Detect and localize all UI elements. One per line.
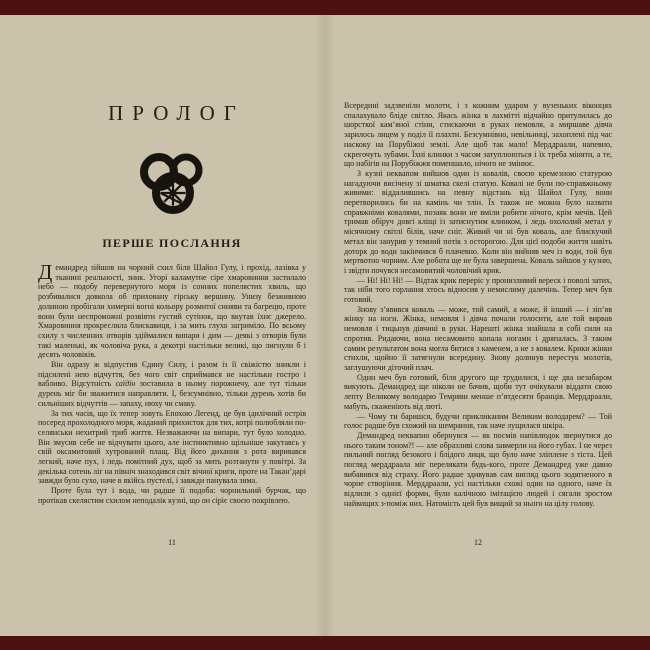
top-bar: [0, 0, 650, 15]
bottom-bar: [0, 636, 650, 650]
section-title: ПЕРШЕ ПОСЛАННЯ: [102, 236, 242, 250]
paragraph: — Чому ти баришся, будучи прикликаним Великим володарем? — Той голос радше був схожий на шемрання, так наче лущилася шкіра.: [344, 411, 612, 431]
left-page-body: [38, 260, 306, 506]
paragraph: Проте була тут і вода, чи радше її подоба: чорнильний бурчак, що протікав скелястим схилом неподалік кузні, що он сіріє своєю покрівлею.: [38, 486, 306, 505]
wheel-and-rings-emblem-icon: [136, 150, 208, 216]
drop-cap: Д: [38, 260, 53, 284]
right-page[interactable]: [344, 15, 612, 636]
paragraph: Він одразу ж відпустив Єдину Силу, і разом із її свіжістю зникли і підсилені нею відчуття, без чого світ сприймався не настільки гостро і вабливо. Відсутність саїдін зоставила в ньому порожнечу, але тут тільки дурень міг би зважитися направляти. І, безсумнівно, тільки дурень хотів би сильніших відчуттів — запаху, нюху чи смаку.: [38, 360, 306, 408]
paragraph: За тих часів, що їх тепер зовуть Епохою Легенд, це був ідилічний острів посеред прохолодного моря, жаданий прихисток для тих, котрі полюбляли по-селянськи нехитрий триб життя. Незважаючи на випари, тут було холодно. Він змусив себе не відчувати цього, але інстинктивно щільніше закутавсь у свій оксамитовий хутрований плащ. Від його дихання з рота виривався легкий, наче пух, і ледь помітний дух, щоб за мить розтанути у повітрі. За декілька сотень ліг на північ знаходився світ вічної криги, проте на Такан’дарі завжди було сухо, наче в якійсь пустелі, і завжди панувала зима.: [38, 408, 306, 486]
paragraph: — Ні! Ні! Ні! — Відтак крик переріс у пронизливий вереск і поволі затих, так ніби того горлання хтось відносив у немислиму далечінь. Тепер меч був готовий.: [344, 275, 612, 305]
paragraph: Демандред неквапно обернувся — як посмів напівлюдок звернутися до нього таким тоном?! — але образливі слова завмерли на його губах. І не через пильний погляд безокого і блідого лиця, що було наче зліплене з тіста. Цей погляд мерддраала міг перелякати будь-кого, проте Демандред уже давно вибавився від страху. Його радше здивував сам вигляд цього зодягненого в чорне створіння. Мерддраали, усі настільки схожі один на одного, наче їх відлили з однієї форми, були калічною імітацією людей і сягали зростом найвищих з-поміж них. Натомість цей був вищий за нього на цілу голову.: [344, 430, 612, 508]
chapter-title: ПРОЛОГ: [108, 101, 245, 125]
paragraph: Знову з’явився коваль — може, той самий, а може, й інший — і зіп’яв жінку на ноги. Жінка, немовля і дівча почали голосити, але той вирвав немовля і тицьнув дівчині в руки. Нарешті жінка знайшла в собі сили на спротив. Ридаючи, вона несамовито копала ногами і дряпалась. З таким самим результатом вона могла битися з каменем, а не з ковалем. Крики жінки стихли, щойно її затягнули всередину. Знову долинув перестук молотів, заглушуючи діточий плач.: [344, 304, 612, 372]
left-page[interactable]: [38, 15, 306, 636]
page-gutter: [315, 15, 335, 636]
page-number-right: 12: [474, 538, 482, 547]
right-page-body: [344, 101, 612, 509]
paragraph: Демандред зійшов на чорний схил біля Шайол Гулу, і прохід, лазівка у тканині реальності, зник. Угорі каламутне сіре хмаровиння застилало небо — подобу перевернутого моря із сонних попелястих хвиль, що розбивалися довкола об приховану гірську вершину. Унизу безживною долиною пробігали химерні вогні кольору розмитої синяви та багрецю, проте вони були неспроможні розвіяти густий сутінок, що вкутав їхнє джерело. Хмаровиння прокреслила блискавиця, і за мить глухо загриміло. По всьому схилу з численних отворів здіймалися випари і дим — деякі з отворів були такі маленькі, як чоловіча рука, а декотрі настільки великі, що лигнули б і десять чоловіків.: [38, 260, 306, 360]
italic-term: саїдін: [115, 379, 136, 389]
paragraph: Всередині задзвеніли молоти, і з кожним ударом у вузеньких віконцях спалахувало бліде світло. Якась жінка в лахмітті відчайно притулилась до шорсткої кам’яної стіни, стискаючи в руках немовля, а миршаве дівча зарилось лицем у поділ її плахти. Безсумнівно, невільниці, захоплені під час наскоку на Порубіжні землі. Але щоб так мало! Мерддраали, напевно, скрегочуть зубами. Їхні клинки з часом затуплюються і їх треба міняти, а те, що набігів на Порубіжжя поменшало, нічого не змінює.: [344, 101, 612, 169]
page-number-left: 11: [168, 538, 176, 547]
paragraph: З кузні неквапом вийшов один із ковалів, своєю кремезною статурою нагадуючи висічену зі шматка скелі статую. Ковалі не були по-справжньому живими: віддалившись на певну відстань від Шайол Гулу, вони перетворились би на камінь чи тлін. Їх також не можна було назвати справжніми ковалями, позаяк вони не вміли робити нічого, крім мечів. Цей тримав обіруч довгі кліщі із затиснутим клинком, і ледь охололий метал у місячному світлі білів, наче сніг. Живий чи ні був коваль, але блискучий метал він занурив у темний потік з осторогою. Для цієї подоби життя навіть доторк до води закінчився б плачевно. Коли він вийняв меч із води, той був мертвотно чорним. Але робота ще не була завершена. Коваль зайшов у кузню, і звідти почувся несамовитий чоловічий крик.: [344, 168, 612, 275]
paragraph: Один меч був готовий, біля другого ще трудилися, і ще два незабаром викують. Демандред ще ніколи не бачив, щоби тут очікували віддати свою лепту Великому володарю Темряви менше п’ятдесяти бранців. Мерддраали, мабуть, скаженіють від люті.: [344, 372, 612, 411]
